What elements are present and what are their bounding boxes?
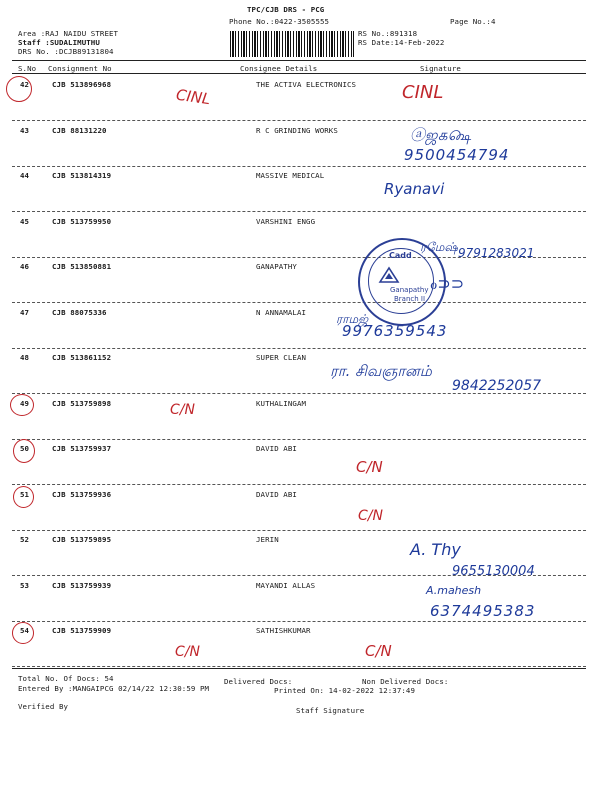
handwritten-phone: 9500454794 bbox=[404, 146, 510, 164]
handwritten-signature: A. Thy bbox=[410, 540, 461, 559]
stamp-logo-icon bbox=[378, 266, 400, 284]
row-consignee: MAYANDI ALLAS bbox=[256, 581, 316, 590]
row-consignment: CJB 513759939 bbox=[52, 581, 112, 590]
row-consignee: MASSIVE MEDICAL bbox=[256, 171, 325, 180]
verified-by: Verified By bbox=[18, 702, 69, 711]
entered-by: Entered By :MANGAIPCG 02/14/22 12:30:59 PM bbox=[18, 684, 210, 693]
row-separator bbox=[12, 484, 586, 485]
row-sno: 52 bbox=[20, 535, 30, 544]
company-stamp bbox=[358, 238, 446, 326]
handwritten-signature: Ryanavi bbox=[384, 180, 445, 198]
row-number-circle bbox=[6, 76, 32, 102]
handwritten-note: CINL bbox=[174, 85, 212, 109]
staff-label: Staff :SUDALIMUTHU bbox=[18, 38, 100, 47]
row-consignment: CJB 513759936 bbox=[52, 490, 112, 499]
table-row bbox=[0, 171, 600, 215]
table-row bbox=[0, 308, 600, 352]
row-consignment: CJB 513814319 bbox=[52, 171, 112, 180]
row-consignee: SATHISHKUMAR bbox=[256, 626, 311, 635]
row-separator bbox=[12, 348, 586, 349]
row-separator bbox=[12, 302, 586, 303]
total-docs: Total No. Of Docs: 54 bbox=[18, 674, 114, 683]
row-consignment: CJB 88131220 bbox=[52, 126, 107, 135]
area-label: Area :RAJ NAIDU STREET bbox=[18, 29, 119, 38]
row-sno: 49 bbox=[20, 399, 30, 408]
printed-on: Printed On: 14-02-2022 12:37:49 bbox=[274, 686, 416, 695]
row-separator bbox=[12, 530, 586, 531]
row-consignee: VARSHINI ENGG bbox=[256, 217, 316, 226]
column-consignment: Consignment No bbox=[48, 64, 112, 73]
row-consignment: CJB 88075336 bbox=[52, 308, 107, 317]
handwritten-phone: 6374495383 bbox=[430, 602, 536, 620]
row-sno: 45 bbox=[20, 217, 30, 226]
row-sno: 48 bbox=[20, 353, 30, 362]
row-sno: 43 bbox=[20, 126, 30, 135]
row-consignee: GANAPATHY bbox=[256, 262, 297, 271]
row-sno: 54 bbox=[20, 626, 30, 635]
row-sno: 47 bbox=[20, 308, 30, 317]
row-consignee: DAVID ABI bbox=[256, 444, 297, 453]
drs-number: DRS No. :DCJB89131804 bbox=[18, 47, 114, 56]
table-row bbox=[0, 399, 600, 443]
handwritten-signature: C/N bbox=[358, 508, 383, 524]
delivered-docs: Delivered Docs: bbox=[224, 677, 293, 686]
staff-signature: Staff Signature bbox=[296, 706, 365, 715]
row-consignee: JERIN bbox=[256, 535, 279, 544]
row-consignment: CJB 513896968 bbox=[52, 80, 112, 89]
handwritten-phone: 9976359543 bbox=[342, 322, 448, 340]
row-consignee: R C GRINDING WORKS bbox=[256, 126, 338, 135]
row-separator bbox=[12, 166, 586, 167]
table-row bbox=[0, 444, 600, 488]
stamp-text: Branch II bbox=[394, 295, 426, 303]
handwritten-signature: ℴ⊃⊃ bbox=[430, 274, 465, 293]
phone-number: Phone No.:0422-3505555 bbox=[229, 17, 330, 26]
row-consignee: N ANNAMALAI bbox=[256, 308, 307, 317]
row-separator bbox=[12, 120, 586, 121]
stamp-text: Cadd bbox=[389, 251, 412, 260]
handwritten-signature: A.mahesh bbox=[426, 584, 482, 597]
handwritten-signature: ராமஜ் bbox=[336, 312, 369, 326]
table-row bbox=[0, 262, 600, 306]
handwritten-signature: ⓐஜ௧௸ bbox=[410, 126, 472, 144]
row-sno: 50 bbox=[20, 444, 30, 453]
row-consignment: CJB 513759895 bbox=[52, 535, 112, 544]
stamp-text: Ganapathy bbox=[390, 286, 429, 294]
handwritten-note: C/N bbox=[175, 644, 200, 660]
row-consignment: CJB 513861152 bbox=[52, 353, 112, 362]
row-consignment: CJB 513759909 bbox=[52, 626, 112, 635]
row-consignee: SUPER CLEAN bbox=[256, 353, 307, 362]
footer-rule bbox=[12, 668, 586, 669]
table-row bbox=[0, 80, 600, 124]
row-sno: 44 bbox=[20, 171, 30, 180]
handwritten-note: C/N bbox=[170, 402, 195, 418]
handwritten-phone: 9791283021 bbox=[458, 246, 535, 260]
row-number-circle bbox=[13, 439, 35, 463]
barcode bbox=[230, 31, 354, 57]
row-separator bbox=[12, 439, 586, 440]
row-sno: 51 bbox=[20, 490, 30, 499]
handwritten-signature: ரமேஷ் bbox=[420, 240, 458, 254]
column-sno: S.No bbox=[18, 64, 37, 73]
row-sno: 42 bbox=[20, 80, 30, 89]
handwritten-signature: ரா. சிவஞானம் bbox=[330, 362, 432, 380]
page-number: Page No.:4 bbox=[450, 17, 496, 26]
table-row bbox=[0, 490, 600, 534]
row-consignment: CJB 513759937 bbox=[52, 444, 112, 453]
table-row bbox=[0, 626, 600, 670]
handwritten-signature: C/N bbox=[356, 458, 383, 476]
handwritten-signature: CINL bbox=[402, 82, 444, 103]
column-header-rule bbox=[12, 73, 586, 74]
header-rule bbox=[12, 60, 586, 61]
row-number-circle bbox=[13, 486, 34, 508]
row-consignment: CJB 513850881 bbox=[52, 262, 112, 271]
row-number-circle bbox=[10, 394, 34, 416]
handwritten-signature: C/N bbox=[365, 642, 392, 660]
non-delivered-docs: Non Delivered Docs: bbox=[362, 677, 449, 686]
handwritten-phone: 9655130004 bbox=[452, 564, 535, 579]
row-separator bbox=[12, 211, 586, 212]
rs-number: RS No.:891318 bbox=[358, 29, 418, 38]
column-consignee: Consignee Details bbox=[240, 64, 318, 73]
row-consignment: CJB 513759950 bbox=[52, 217, 112, 226]
row-separator bbox=[12, 621, 586, 622]
row-consignment: CJB 513759898 bbox=[52, 399, 112, 408]
row-number-circle bbox=[12, 622, 34, 644]
row-sno: 46 bbox=[20, 262, 30, 271]
row-consignee: DAVID ABI bbox=[256, 490, 297, 499]
row-separator bbox=[12, 666, 586, 667]
handwritten-phone: 9842252057 bbox=[452, 378, 542, 394]
row-consignee: THE ACTIVA ELECTRONICS bbox=[256, 80, 357, 89]
document-title: TPC/CJB DRS - PCG bbox=[247, 5, 325, 14]
table-row bbox=[0, 126, 600, 170]
column-signature: Signature bbox=[420, 64, 461, 73]
row-sno: 53 bbox=[20, 581, 30, 590]
rs-date: RS Date:14-Feb-2022 bbox=[358, 38, 445, 47]
row-consignee: KUTHALINGAM bbox=[256, 399, 307, 408]
